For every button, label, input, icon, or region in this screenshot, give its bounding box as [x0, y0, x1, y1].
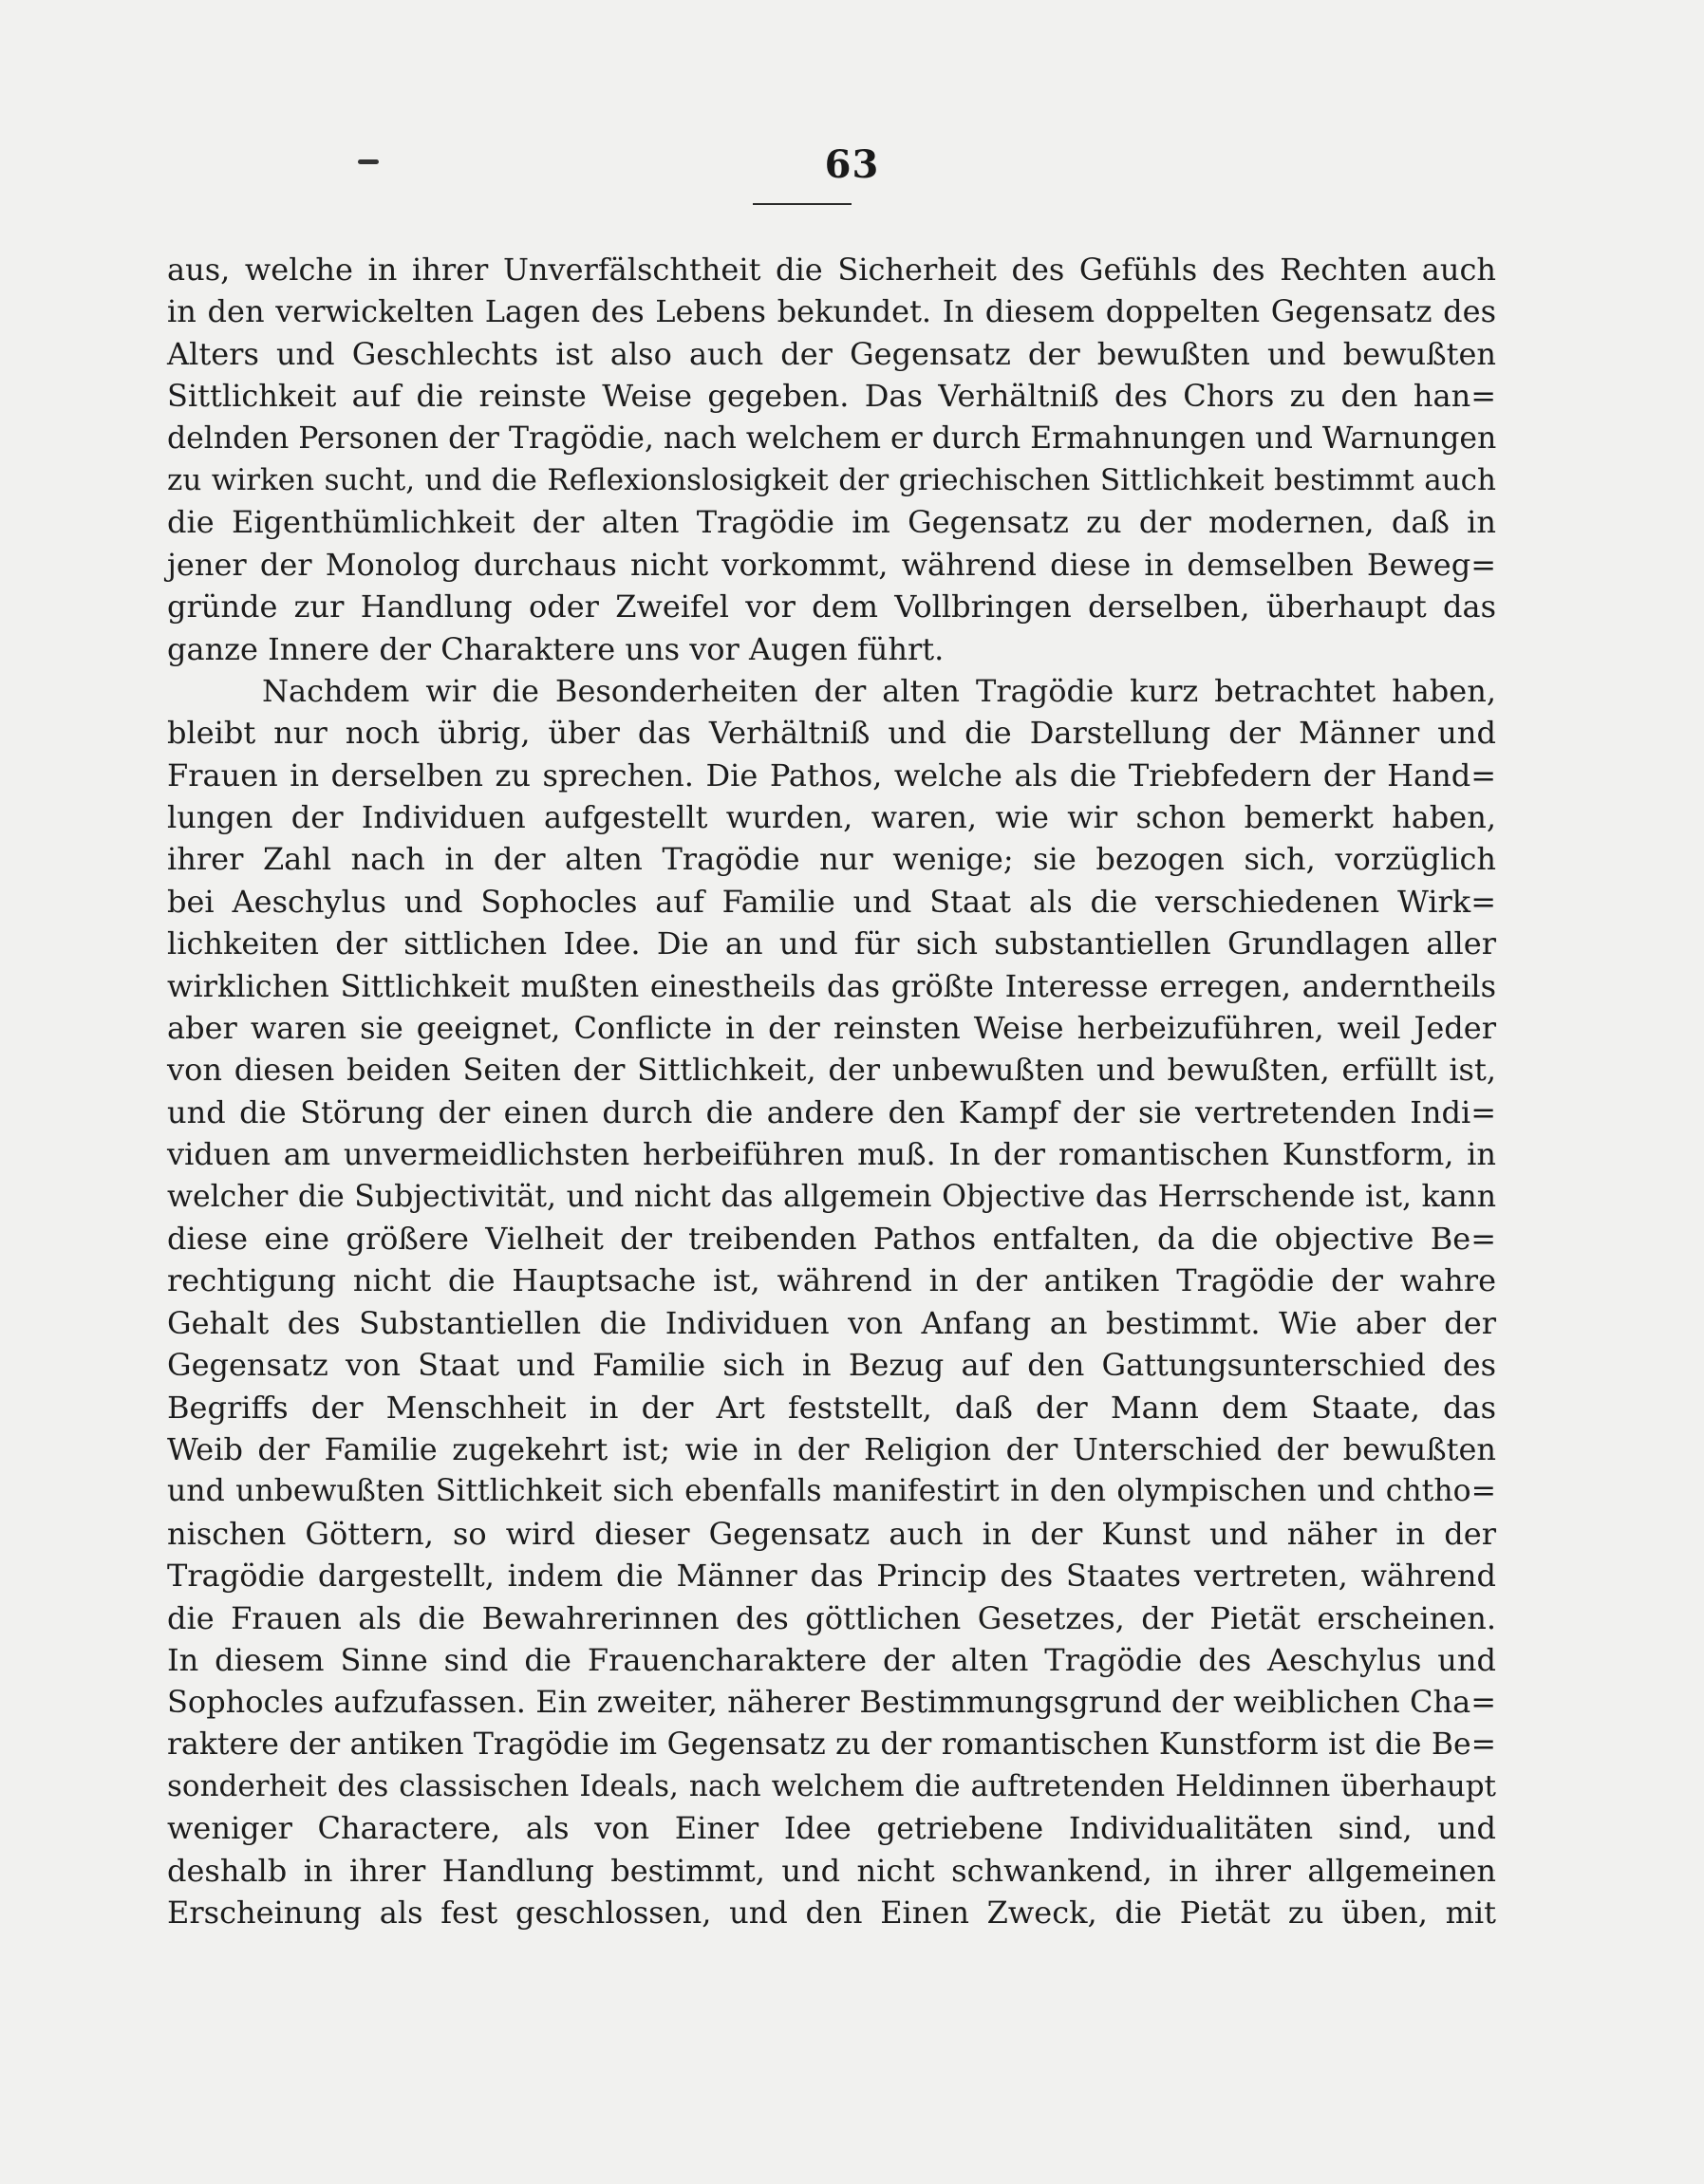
text-line: sonderheit des classischen Ideals, nach welchem die auftretenden Heldinnen überhaupt	[167, 1769, 1496, 1804]
text-line: delnden Personen der Tragödie, nach welchem er durch Ermahnungen und Warnungen	[167, 420, 1497, 456]
text-line: Gegensatz von Staat und Familie sich in Bezug auf den Gattungsunterschied des	[167, 1347, 1496, 1384]
text-line: Alters und Geschlechts ist also auch der Gegensatz der bewußten und bewußten	[167, 335, 1496, 372]
text-line: Gehalt des Substantiellen die Individuen von Anfang an bestimmt. Wie aber der	[167, 1304, 1496, 1341]
text-line: deshalb in ihrer Handlung bestimmt, und nicht schwankend, in ihrer allgemeinen	[167, 1852, 1496, 1889]
text-line: gründe zur Handlung oder Zweifel vor dem Vollbringen derselben, überhaupt das	[167, 588, 1496, 625]
text-line: lungen der Individuen aufgestellt wurden, waren, wie wir schon bemerkt haben,	[167, 799, 1496, 836]
text-line: die Eigenthümlichkeit der alten Tragödie im Gegensatz zu der modernen, daß in	[167, 504, 1496, 541]
text-line: Tragödie dargestellt, indem die Männer das Princip des Staates vertreten, während	[167, 1558, 1496, 1595]
text-line: Frauen in derselben zu sprechen. Die Pathos, welche als die Triebfedern der Hand=	[167, 756, 1496, 793]
text-line: raktere der antiken Tragödie im Gegensatz zu der romantischen Kunstform ist die Be=	[167, 1727, 1496, 1762]
text-line: in den verwickelten Lagen des Lebens bekundet. In diesem doppelten Gegensatz des	[167, 293, 1496, 330]
text-line: von diesen beiden Seiten der Sittlichkeit, der unbewußten und bewußten, erfüllt ist,	[167, 1052, 1496, 1089]
text-line: nischen Göttern, so wird dieser Gegensatz auch in der Kunst und näher in der	[167, 1515, 1496, 1552]
text-line: ganze Innere der Charaktere uns vor Augen führt.	[167, 630, 945, 667]
text-line: diese eine größere Vielheit der treibenden Pathos entfalten, da die objective Be=	[167, 1220, 1496, 1257]
text-line: Weib der Familie zugekehrt ist; wie in der Religion der Unterschied der bewußten	[167, 1430, 1496, 1467]
text-line: zu wirken sucht, und die Reflexionslosigkeit der griechischen Sittlichkeit bestimmt auch	[167, 462, 1496, 497]
text-line: weniger Charactere, als von Einer Idee getriebene Individualitäten sind, und	[167, 1810, 1496, 1847]
text-line: Sittlichkeit auf die reinste Weise gegeben. Das Verhältniß des Chors zu den han=	[167, 378, 1496, 415]
text-line: rechtigung nicht die Hauptsache ist, während in der antiken Tragödie der wahre	[167, 1262, 1496, 1299]
text-line: die Frauen als die Bewahrerinnen des göttlichen Gesetzes, der Pietät erscheinen.	[167, 1599, 1496, 1636]
text-line: lichkeiten der sittlichen Idee. Die an und für sich substantiellen Grundlagen aller	[167, 925, 1496, 962]
text-line: aber waren sie geeignet, Conflicte in der reinsten Weise herbeizuführen, weil Jeder	[167, 1010, 1496, 1047]
text-line: ihrer Zahl nach in der alten Tragödie nur wenige; sie bezogen sich, vorzüglich	[167, 841, 1496, 878]
text-line: Erscheinung als fest geschlossen, und den Einen Zweck, die Pietät zu üben, mit	[167, 1895, 1496, 1932]
text-line: bei Aeschylus und Sophocles auf Familie und Staat als die verschiedenen Wirk=	[167, 883, 1496, 920]
text-line: aus, welche in ihrer Unverfälschtheit die Sicherheit des Gefühls des Rechten auch	[167, 252, 1496, 288]
text-line: und unbewußten Sittlichkeit sich ebenfalls manifestirt in den olympischen und chtho=	[167, 1474, 1496, 1509]
text-line: In diesem Sinne sind die Frauencharaktere der alten Tragödie des Aeschylus und	[167, 1641, 1496, 1678]
text-line: Sophocles aufzufassen. Ein zweiter, näherer Bestimmungsgrund der weiblichen Cha=	[167, 1684, 1496, 1721]
text-line: und die Störung der einen durch die andere den Kampf der sie vertretenden Indi=	[167, 1093, 1496, 1130]
text-line: jener der Monolog durchaus nicht vorkommt, während diese in demselben Beweg=	[167, 546, 1496, 583]
page-number-rule	[753, 203, 852, 205]
text-line: viduen am unvermeidlichsten herbeiführen muß. In der romantischen Kunstform, in	[167, 1136, 1496, 1173]
body-text	[167, 249, 1496, 1934]
text-line: wirklichen Sittlichkeit mußten einestheils das größte Interesse erregen, anderntheils	[167, 967, 1496, 1004]
page-number: 63	[824, 142, 880, 187]
text-line: Begriffs der Menschheit in der Art feststellt, daß der Mann dem Staate, das	[167, 1389, 1496, 1426]
text-line: bleibt nur noch übrig, über das Verhältniß und die Darstellung der Männer und	[167, 715, 1496, 752]
text-line: Nachdem wir die Besonderheiten der alten Tragödie kurz betrachtet haben,	[262, 672, 1496, 709]
text-line: welcher die Subjectivität, und nicht das allgemein Objective das Herrschende ist, kann	[167, 1179, 1496, 1214]
